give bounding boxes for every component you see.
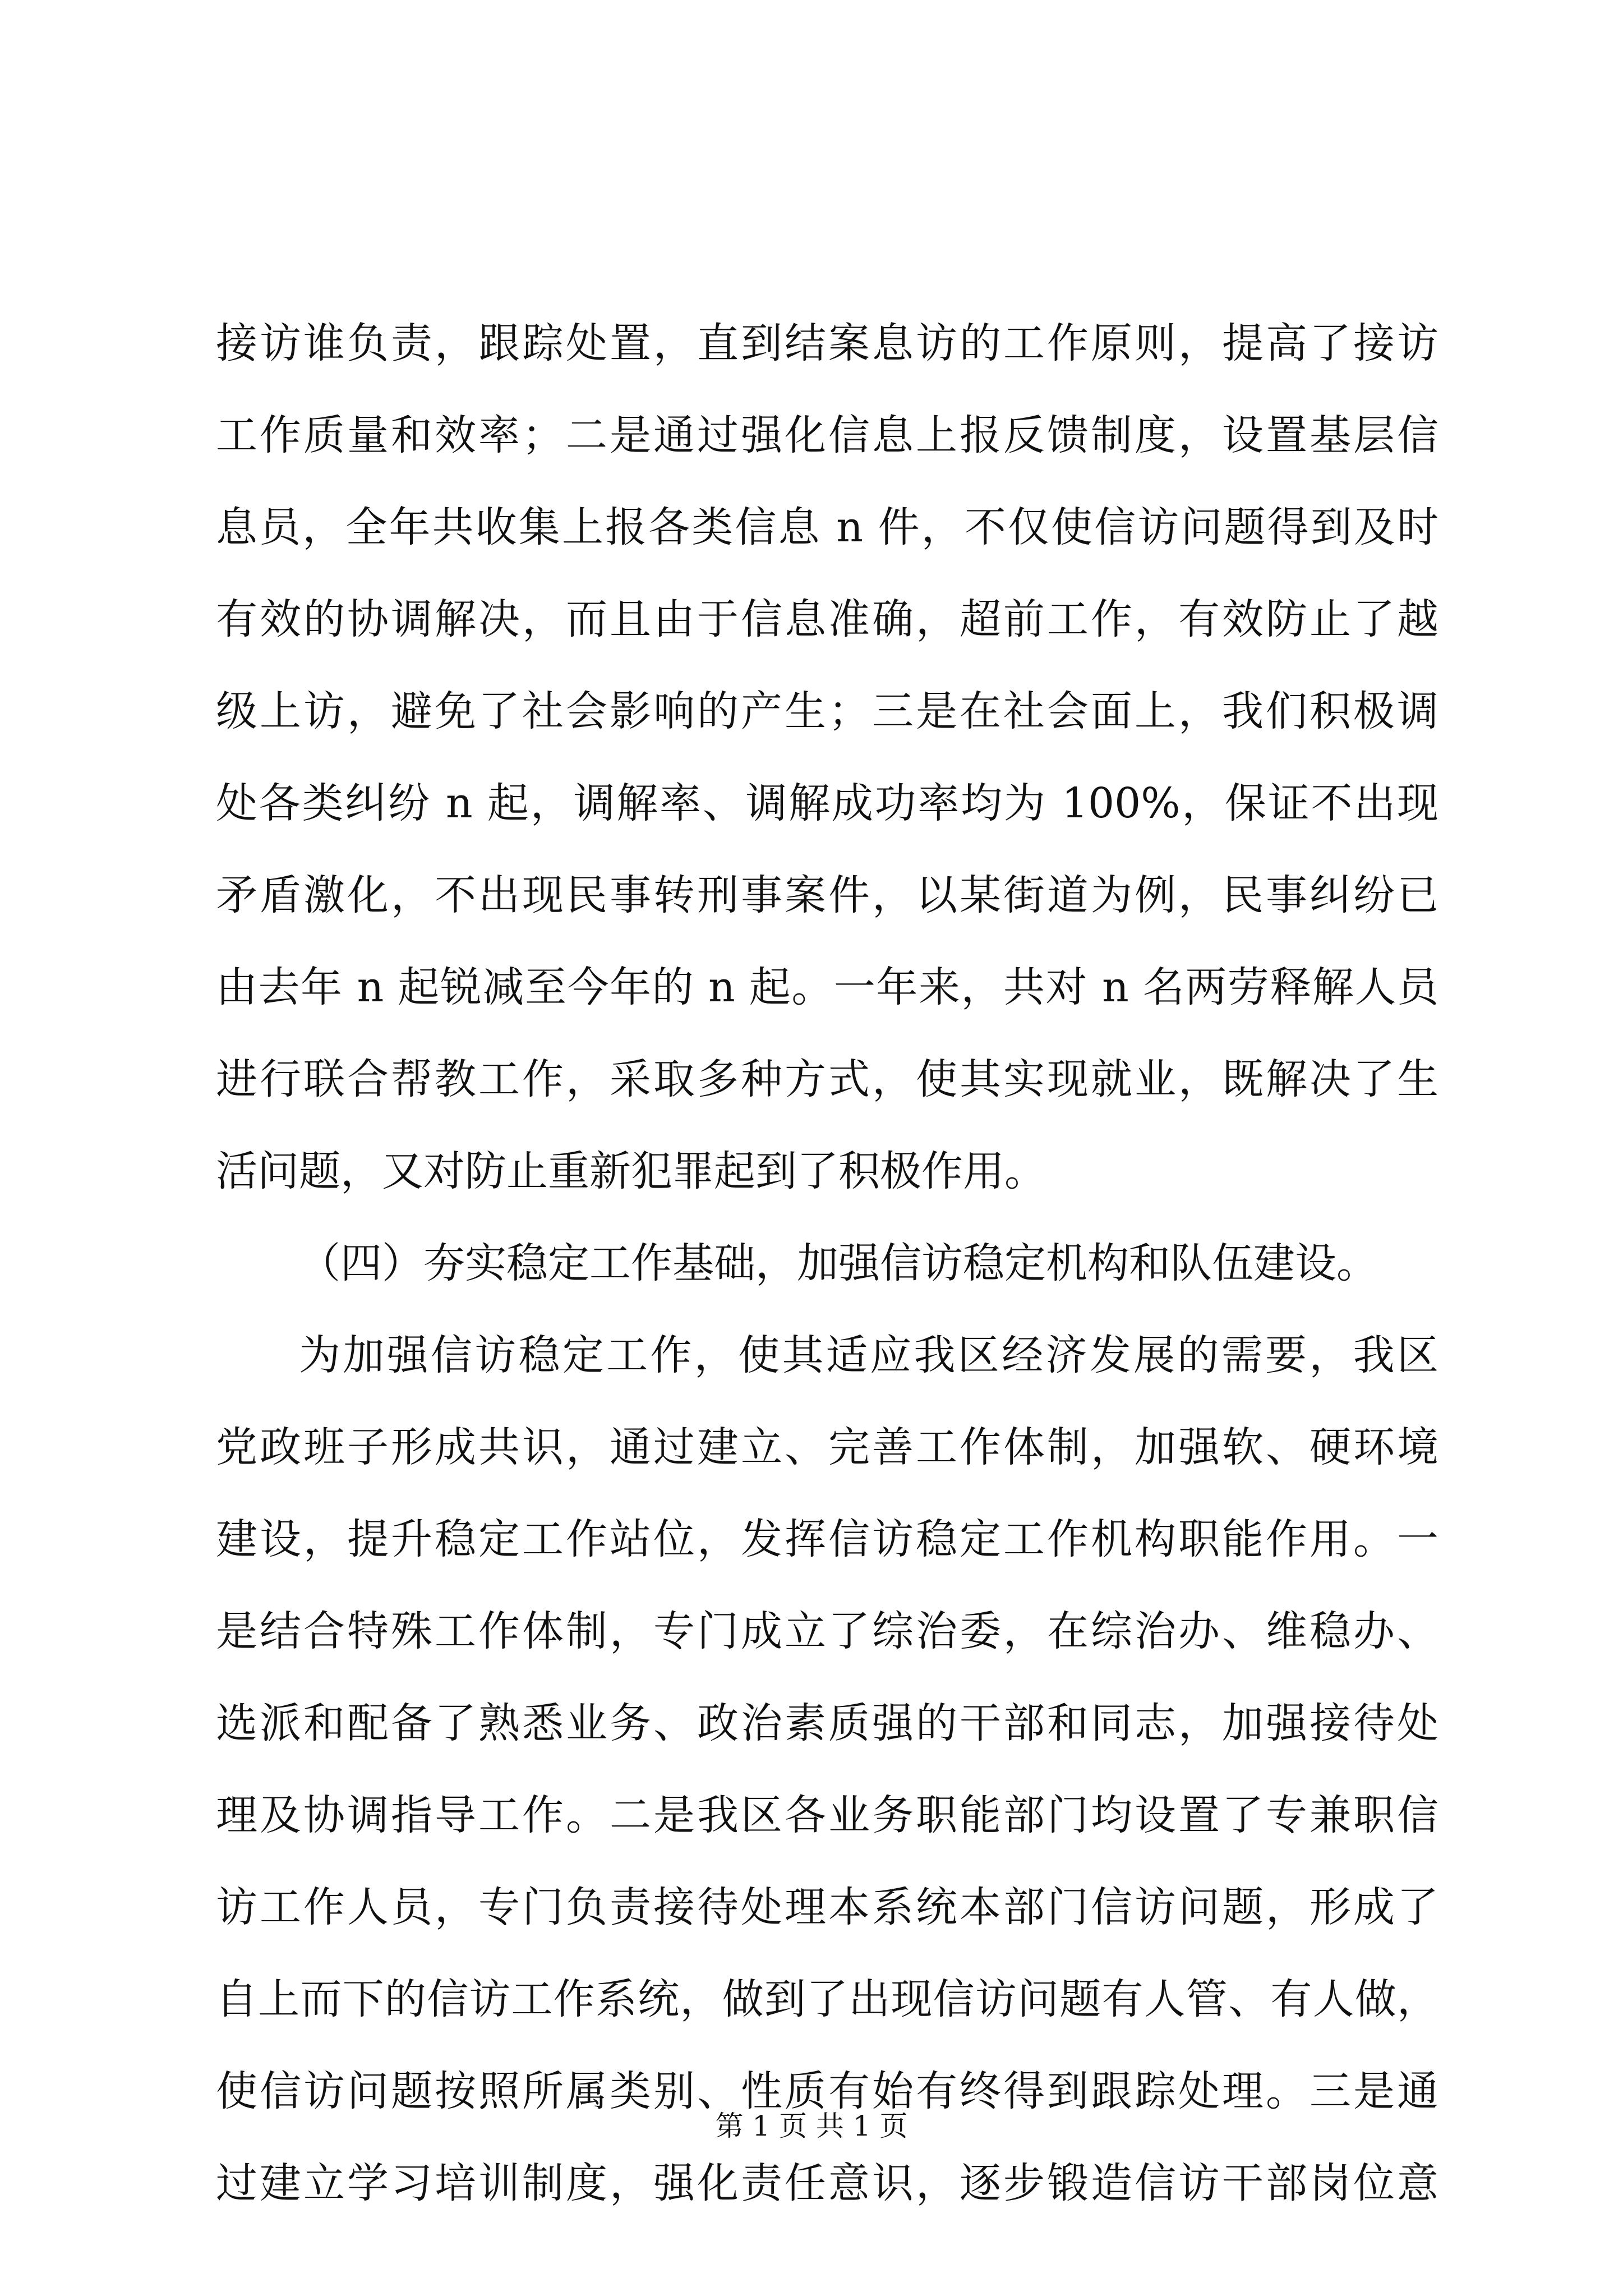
- text-line: 有效的协调解决，而且由于信息准确，超前工作，有效防止了越: [216, 595, 1438, 643]
- text-line: 接访谁负责，跟踪处置，直到结案息访的工作原则，提高了接访: [216, 319, 1438, 367]
- text-line: 自上而下的信访工作系统，做到了出现信访问题有人管、有人做，: [216, 1975, 1438, 2023]
- text-line: 使信访问题按照所属类别、性质有始有终得到跟踪处理。三是通: [216, 2067, 1438, 2115]
- text-line: 访工作人员，专门负责接待处理本系统本部门信访问题，形成了: [216, 1883, 1438, 1931]
- text-line: 进行联合帮教工作，采取多种方式，使其实现就业，既解决了生: [216, 1055, 1438, 1103]
- paragraph-first-line: 为加强信访稳定工作，使其适应我区经济发展的需要，我区: [299, 1331, 1438, 1379]
- text-line: 级上访，避免了社会影响的产生；三是在社会面上，我们积极调: [216, 687, 1438, 735]
- text-line: 建设，提升稳定工作站位，发挥信访稳定工作机构职能作用。一: [216, 1515, 1438, 1563]
- body-text: [216, 297, 1438, 2229]
- text-line: 过建立学习培训制度，强化责任意识，逐步锻造信访干部岗位意: [216, 2159, 1438, 2207]
- text-line: 工作质量和效率；二是通过强化信息上报反馈制度，设置基层信: [216, 411, 1438, 459]
- page-number-footer: 第 1 页 共 1 页: [715, 2110, 908, 2142]
- text-line: 选派和配备了熟悉业务、政治素质强的干部和同志，加强接待处: [216, 1699, 1438, 1747]
- text-line: 活问题，又对防止重新犯罪起到了积极作用。: [216, 1147, 1046, 1195]
- text-line: 息员，全年共收集上报各类信息 n 件，不仅使信访问题得到及时: [216, 503, 1438, 551]
- text-line: 处各类纠纷 n 起，调解率、调解成功率均为 100%，保证不出现: [216, 779, 1438, 827]
- text-line: 是结合特殊工作体制，专门成立了综治委，在综治办、维稳办、: [216, 1607, 1438, 1655]
- text-line: 理及协调指导工作。二是我区各业务职能部门均设置了专兼职信: [216, 1791, 1438, 1839]
- text-line: 矛盾激化，不出现民事转刑事案件，以某街道为例，民事纠纷已: [216, 871, 1438, 919]
- section-heading: （四）夯实稳定工作基础，加强信访稳定机构和队伍建设。: [299, 1239, 1378, 1287]
- text-line: 由去年 n 起锐减至今年的 n 起。一年来，共对 n 名两劳释解人员: [216, 963, 1438, 1011]
- text-line: 党政班子形成共识，通过建立、完善工作体制，加强软、硬环境: [216, 1423, 1438, 1471]
